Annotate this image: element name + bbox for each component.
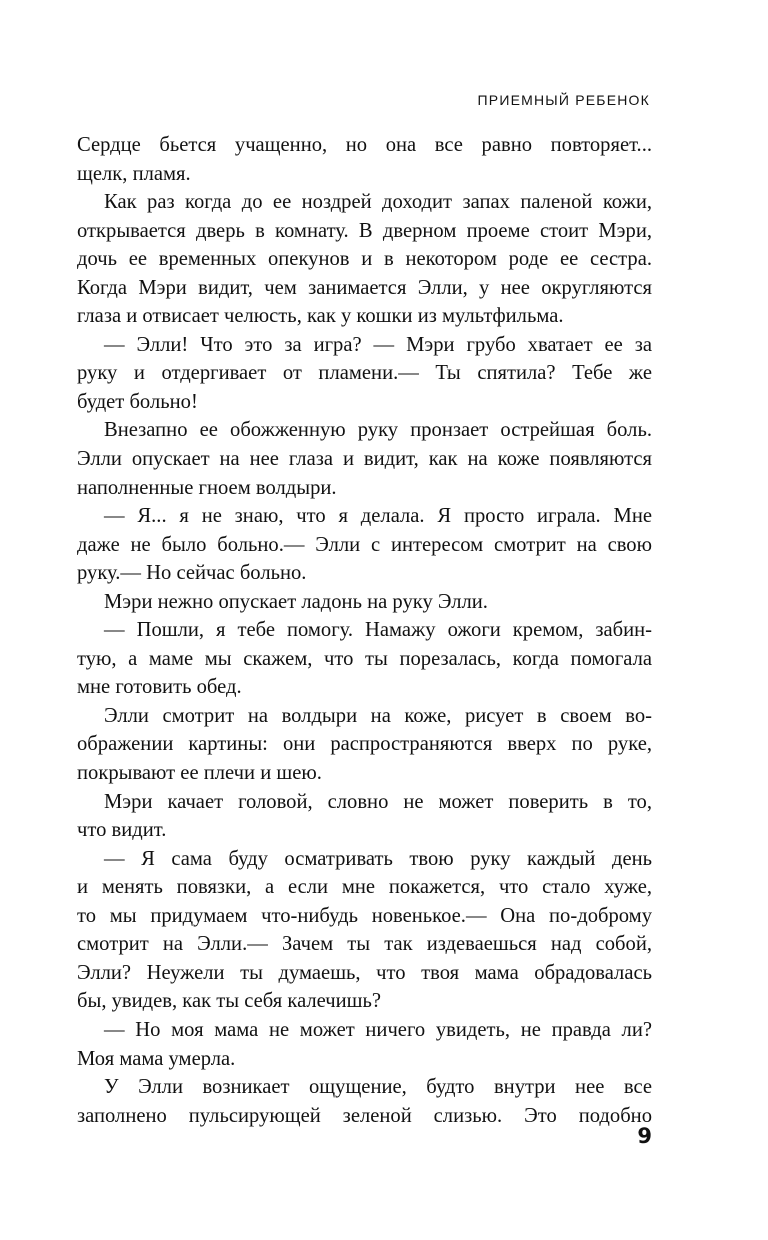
text-line: Элли? Неужели ты думаешь, что твоя мама обрадовалась: [77, 961, 652, 984]
text-line: Элли опускает на нее глаза и видит, как на коже появляются: [77, 448, 652, 471]
text-line: Когда Мэри видит, чем занимается Элли, у нее округляются: [77, 276, 652, 299]
text-line: тую, а маме мы скажем, что ты порезалась, когда помогала: [77, 647, 652, 670]
text-line: руку и отдергивает от пламени.— Ты спятила? Тебе же: [77, 362, 652, 385]
text-line: глаза и отвисает челюсть, как у кошки из мультфильма.: [77, 305, 564, 328]
text-line: Мэри нежно опускает ладонь на руку Элли.: [104, 590, 488, 613]
body-text: [77, 131, 652, 1130]
text-line: даже не было больно.— Элли с интересом смотрит на свою: [77, 533, 652, 556]
text-line: щелк, пламя.: [77, 162, 191, 185]
text-line: — Но моя мама не может ничего увидеть, не правда ли?: [104, 1018, 652, 1041]
text-line: мне готовить обед.: [77, 676, 242, 699]
text-line: Моя мама умерла.: [77, 1047, 236, 1070]
text-line: дочь ее временных опекунов и в некотором роде ее сестра.: [77, 248, 652, 271]
text-line: смотрит на Элли.— Зачем ты так издеваешься над собой,: [77, 933, 652, 956]
text-line: Сердце бьется учащенно, но она все равно повторяет...: [77, 134, 652, 156]
text-line: Как раз когда до ее ноздрей доходит запах паленой кожи,: [104, 191, 652, 214]
text-line: — Я... я не знаю, что я делала. Я просто играла. Мне: [104, 505, 652, 528]
text-line: бы, увидев, как ты себя калечишь?: [77, 990, 382, 1013]
text-line: покрывают ее плечи и шею.: [77, 762, 322, 785]
text-line: то мы придумаем что-нибудь новенькое.— Она по-доброму: [77, 904, 652, 927]
text-line: — Пошли, я тебе помогу. Намажу ожоги кремом, забин-: [104, 619, 652, 642]
text-line: — Элли! Что это за игра? — Мэри грубо хватает ее за: [104, 333, 652, 356]
text-line: Мэри качает головой, словно не может поверить в то,: [104, 790, 652, 813]
text-line: наполненные гноем волдыри.: [77, 476, 337, 499]
text-line: руку.— Но сейчас больно.: [77, 562, 307, 585]
page-number: 9: [637, 1124, 652, 1148]
running-head: ПРИЕМНЫЙ РЕБЕНОК: [477, 92, 650, 108]
text-line: заполнено пульсирующей зеленой слизью. Это подобно: [77, 1104, 652, 1127]
text-line: ображении картины: они распространяются вверх по руке,: [77, 733, 652, 756]
text-line: Элли смотрит на волдыри на коже, рисует в своем во-: [104, 704, 652, 727]
text-line: — Я сама буду осматривать твою руку каждый день: [104, 847, 652, 870]
text-line: Внезапно ее обожженную руку пронзает острейшая боль.: [104, 419, 652, 442]
text-line: что видит.: [77, 819, 167, 842]
text-line: открывается дверь в комнату. В дверном проеме стоит Мэри,: [77, 219, 652, 242]
text-line: будет больно!: [77, 390, 198, 413]
text-line: У Элли возникает ощущение, будто внутри нее все: [104, 1076, 652, 1099]
text-line: и менять повязки, а если мне покажется, что стало хуже,: [77, 876, 652, 899]
